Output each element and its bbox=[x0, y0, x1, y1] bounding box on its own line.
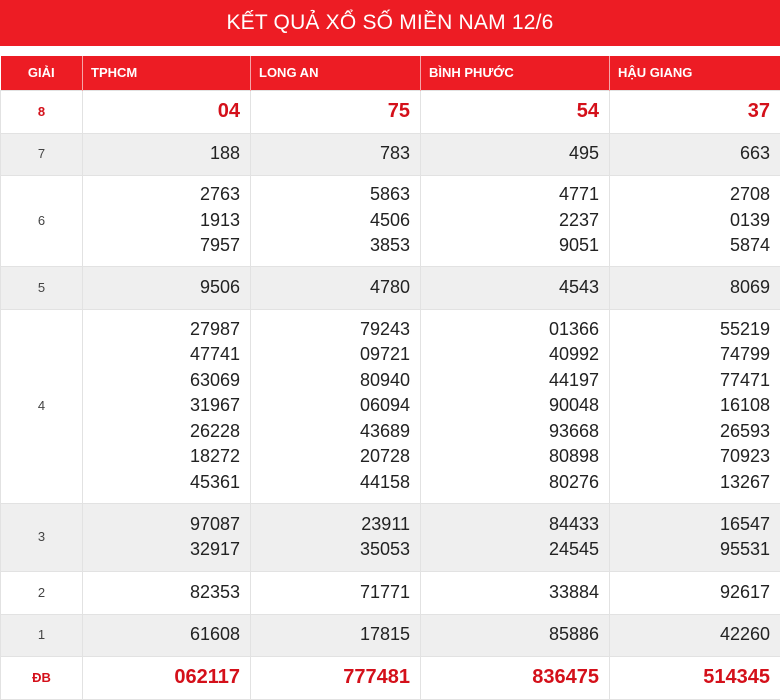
result-number: 514345 bbox=[610, 665, 770, 691]
result-number: 97087 bbox=[83, 512, 240, 538]
result-number: 4771 bbox=[421, 182, 599, 208]
result-number: 7957 bbox=[83, 233, 240, 259]
result-number: 18272 bbox=[83, 444, 240, 470]
result-number: 20728 bbox=[251, 444, 410, 470]
result-cell bbox=[610, 503, 780, 571]
result-cell bbox=[251, 309, 421, 503]
result-number: 47741 bbox=[83, 342, 240, 368]
prize-label: 4 bbox=[1, 309, 83, 503]
result-number: 783 bbox=[251, 141, 410, 167]
header-province: LONG AN bbox=[251, 56, 421, 90]
result-number: 24545 bbox=[421, 537, 599, 563]
result-number: 188 bbox=[83, 141, 240, 167]
result-cell bbox=[610, 571, 780, 614]
result-number: 75 bbox=[251, 99, 410, 125]
result-number: 90048 bbox=[421, 393, 599, 419]
prize-label: 1 bbox=[1, 614, 83, 656]
result-number: 32917 bbox=[83, 537, 240, 563]
result-cell bbox=[610, 309, 780, 503]
header-province: HẬU GIANG bbox=[610, 56, 780, 90]
result-number: 06094 bbox=[251, 393, 410, 419]
result-number: 4780 bbox=[251, 275, 410, 301]
result-cell bbox=[251, 90, 421, 133]
result-row bbox=[1, 133, 780, 175]
result-number: 2763 bbox=[83, 182, 240, 208]
result-row bbox=[1, 571, 780, 614]
result-cell bbox=[83, 309, 251, 503]
result-cell bbox=[610, 133, 780, 175]
result-row bbox=[1, 614, 780, 656]
result-cell bbox=[83, 90, 251, 133]
result-number: 82353 bbox=[83, 580, 240, 606]
result-number: 0139 bbox=[610, 208, 770, 234]
header-province: BÌNH PHƯỚC bbox=[421, 56, 610, 90]
result-number: 63069 bbox=[83, 368, 240, 394]
result-cell bbox=[251, 133, 421, 175]
result-cell bbox=[610, 175, 780, 266]
result-cell bbox=[251, 266, 421, 309]
result-cell bbox=[251, 503, 421, 571]
result-row bbox=[1, 175, 780, 266]
result-number: 4543 bbox=[421, 275, 599, 301]
result-number: 062117 bbox=[83, 665, 240, 691]
result-number: 80940 bbox=[251, 368, 410, 394]
result-cell bbox=[251, 656, 421, 699]
result-number: 84433 bbox=[421, 512, 599, 538]
result-number: 61608 bbox=[83, 622, 240, 648]
result-number: 93668 bbox=[421, 419, 599, 445]
result-cell bbox=[421, 266, 610, 309]
result-number: 80276 bbox=[421, 470, 599, 496]
result-number: 2708 bbox=[610, 182, 770, 208]
result-cell bbox=[251, 571, 421, 614]
result-number: 663 bbox=[610, 141, 770, 167]
prize-label: 7 bbox=[1, 133, 83, 175]
result-number: 33884 bbox=[421, 580, 599, 606]
result-cell bbox=[610, 266, 780, 309]
result-number: 5863 bbox=[251, 182, 410, 208]
result-number: 79243 bbox=[251, 317, 410, 343]
result-number: 26228 bbox=[83, 419, 240, 445]
results-table bbox=[0, 56, 780, 700]
result-cell bbox=[421, 175, 610, 266]
result-cell bbox=[610, 90, 780, 133]
result-cell bbox=[83, 133, 251, 175]
result-number: 45361 bbox=[83, 470, 240, 496]
result-cell bbox=[421, 503, 610, 571]
result-number: 43689 bbox=[251, 419, 410, 445]
result-number: 4506 bbox=[251, 208, 410, 234]
result-row bbox=[1, 90, 780, 133]
prize-label: 6 bbox=[1, 175, 83, 266]
prize-label: 8 bbox=[1, 90, 83, 133]
result-number: 31967 bbox=[83, 393, 240, 419]
result-number: 9506 bbox=[83, 275, 240, 301]
result-number: 27987 bbox=[83, 317, 240, 343]
result-number: 495 bbox=[421, 141, 599, 167]
result-number: 85886 bbox=[421, 622, 599, 648]
result-number: 54 bbox=[421, 99, 599, 125]
prize-label: 5 bbox=[1, 266, 83, 309]
header-province: TPHCM bbox=[83, 56, 251, 90]
result-cell bbox=[83, 656, 251, 699]
result-number: 16547 bbox=[610, 512, 770, 538]
result-number: 42260 bbox=[610, 622, 770, 648]
page-title: KẾT QUẢ XỔ SỐ MIỀN NAM 12/6 bbox=[0, 0, 780, 46]
result-cell bbox=[251, 175, 421, 266]
result-number: 17815 bbox=[251, 622, 410, 648]
result-number: 37 bbox=[610, 99, 770, 125]
result-number: 80898 bbox=[421, 444, 599, 470]
result-row bbox=[1, 266, 780, 309]
result-cell bbox=[83, 571, 251, 614]
result-number: 71771 bbox=[251, 580, 410, 606]
result-cell bbox=[83, 503, 251, 571]
result-number: 70923 bbox=[610, 444, 770, 470]
result-number: 8069 bbox=[610, 275, 770, 301]
result-number: 74799 bbox=[610, 342, 770, 368]
result-cell bbox=[421, 309, 610, 503]
result-cell bbox=[83, 614, 251, 656]
result-number: 44158 bbox=[251, 470, 410, 496]
result-number: 1913 bbox=[83, 208, 240, 234]
result-number: 2237 bbox=[421, 208, 599, 234]
result-cell bbox=[421, 90, 610, 133]
prize-label: 2 bbox=[1, 571, 83, 614]
result-cell bbox=[421, 656, 610, 699]
result-number: 836475 bbox=[421, 665, 599, 691]
result-number: 3853 bbox=[251, 233, 410, 259]
header-prize: GIẢI bbox=[1, 56, 83, 90]
result-number: 13267 bbox=[610, 470, 770, 496]
result-cell bbox=[421, 133, 610, 175]
result-cell bbox=[251, 614, 421, 656]
result-row bbox=[1, 309, 780, 503]
result-number: 16108 bbox=[610, 393, 770, 419]
result-number: 44197 bbox=[421, 368, 599, 394]
result-number: 77471 bbox=[610, 368, 770, 394]
result-number: 23911 bbox=[251, 512, 410, 538]
prize-label: ĐB bbox=[1, 656, 83, 699]
result-number: 5874 bbox=[610, 233, 770, 259]
result-number: 01366 bbox=[421, 317, 599, 343]
result-cell bbox=[421, 571, 610, 614]
result-cell bbox=[610, 656, 780, 699]
result-cell bbox=[421, 614, 610, 656]
result-cell bbox=[610, 614, 780, 656]
result-number: 55219 bbox=[610, 317, 770, 343]
result-number: 04 bbox=[83, 99, 240, 125]
result-cell bbox=[83, 175, 251, 266]
result-number: 777481 bbox=[251, 665, 410, 691]
result-number: 92617 bbox=[610, 580, 770, 606]
result-row bbox=[1, 503, 780, 571]
header-row bbox=[1, 56, 780, 90]
result-cell bbox=[83, 266, 251, 309]
result-number: 9051 bbox=[421, 233, 599, 259]
result-number: 95531 bbox=[610, 537, 770, 563]
result-number: 40992 bbox=[421, 342, 599, 368]
result-number: 09721 bbox=[251, 342, 410, 368]
result-row bbox=[1, 656, 780, 699]
result-number: 35053 bbox=[251, 537, 410, 563]
prize-label: 3 bbox=[1, 503, 83, 571]
result-number: 26593 bbox=[610, 419, 770, 445]
